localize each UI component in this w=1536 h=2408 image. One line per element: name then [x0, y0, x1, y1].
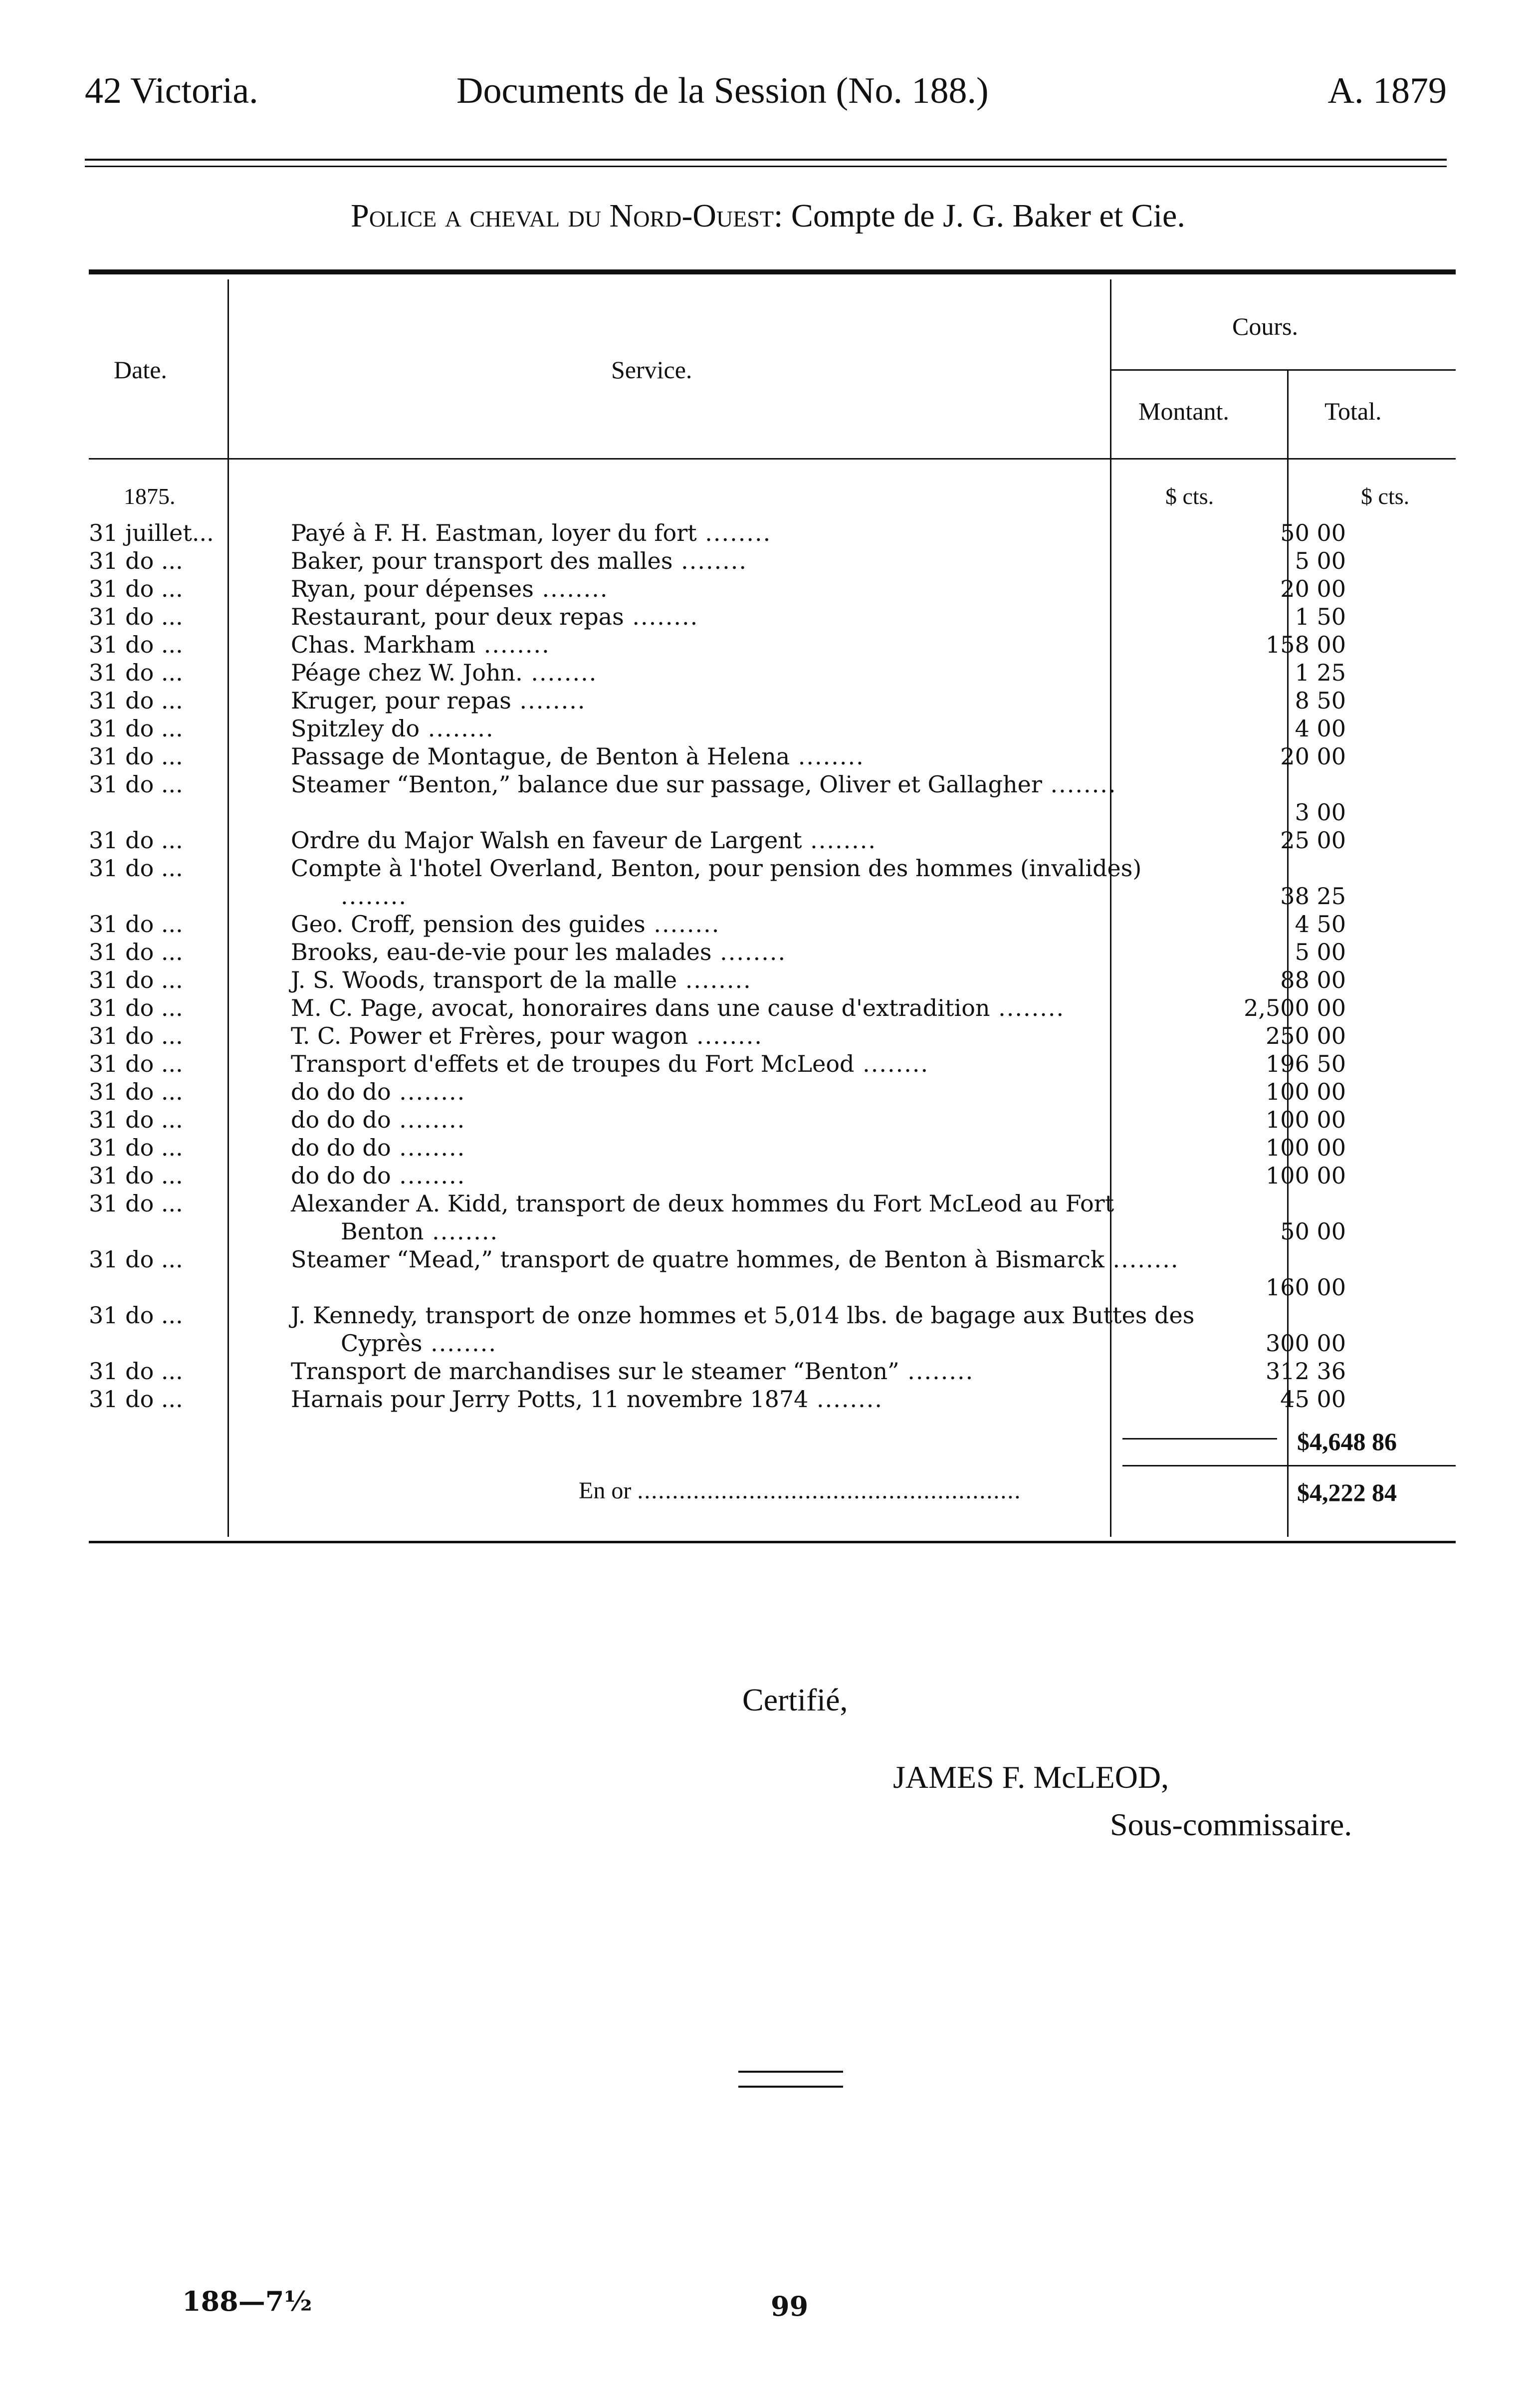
row-amount: 1 25: [1295, 659, 1346, 686]
row-service: [291, 966, 1149, 994]
leader-dots: ........: [677, 966, 752, 993]
leader-dots: ........: [391, 1078, 466, 1105]
leader-dots: ........: [391, 1106, 466, 1133]
row-amount: 196 50: [1266, 1050, 1346, 1077]
leader-dots: ........: [688, 1022, 763, 1049]
row-date: 31 do ...: [89, 1050, 183, 1077]
row-amount: 25 00: [1280, 827, 1346, 854]
row-amount: 5 00: [1295, 547, 1346, 574]
row-date: 31 do ...: [89, 827, 183, 854]
signatory-role: Sous-commissaire.: [1110, 1807, 1352, 1842]
table-bottom-rule: [89, 1541, 1456, 1543]
row-date: 31 do ...: [89, 1162, 183, 1189]
leader-dots: ........: [475, 631, 550, 658]
certified-text: Certifié,: [742, 1682, 848, 1717]
row-date: 31 do ...: [89, 939, 183, 965]
leader-dots: ........: [424, 1218, 499, 1245]
row-date: 31 do ...: [89, 575, 183, 602]
row-date: 31 do ...: [89, 771, 183, 798]
leader-dots: ........: [511, 687, 586, 714]
row-service-text: Ordre du Major Walsh en faveur de Largent: [291, 827, 802, 854]
leader-dots: ........: [624, 603, 699, 630]
gold-label-text: En or: [579, 1477, 632, 1504]
row-service-text: Ryan, pour dépenses: [291, 575, 534, 602]
row-service-text: T. C. Power et Frères, pour wagon: [291, 1022, 688, 1049]
row-date: 31 do ...: [89, 1106, 183, 1133]
row-amount: 250 00: [1266, 1022, 1346, 1049]
total-column-header: Total.: [1324, 397, 1382, 425]
service-column-header: Service.: [611, 356, 692, 384]
table-header-rule: [89, 458, 1456, 460]
separator-rule: [738, 2071, 843, 2073]
leader-dots: ........: [420, 715, 494, 742]
row-service-text: Compte à l'hotel Overland, Benton, pour pension des hommes (invalides): [291, 855, 1142, 882]
row-date: 31 do ...: [89, 659, 183, 686]
row-service: [291, 1245, 1199, 1273]
page-title: [0, 197, 1536, 235]
leader-dots: ........: [899, 1358, 974, 1385]
row-service: [291, 1022, 1149, 1050]
row-service-text: do do do: [291, 1134, 391, 1161]
row-date: 31 do ...: [89, 1022, 183, 1049]
leader-dots: ........: [1042, 771, 1117, 798]
row-date: 31 do ...: [89, 1358, 183, 1385]
row-service: [291, 1357, 1149, 1385]
row-service-text: Chas. Markham: [291, 631, 476, 658]
row-date: 31 do ...: [89, 855, 183, 882]
row-service-text: J. S. Woods, transport de la malle: [291, 966, 677, 993]
row-service-text: Passage de Montague, de Benton à Helena: [291, 743, 790, 770]
leader-dots: ........: [696, 519, 772, 546]
title-rest: : Compte de J. G. Baker et Cie.: [773, 198, 1185, 234]
signatory-name: JAMES F. McLEOD,: [893, 1759, 1169, 1795]
row-service-text: M. C. Page, avocat, honoraires dans une cause d'extradition: [291, 994, 990, 1021]
row-service-text: do do do: [291, 1162, 391, 1189]
leader-dots: ........: [522, 659, 598, 686]
row-amount: 100 00: [1266, 1106, 1346, 1133]
row-amount: 312 36: [1266, 1358, 1346, 1385]
row-service-text: do do do: [291, 1078, 391, 1105]
row-date: 31 do ...: [89, 603, 183, 630]
leader-dots: ........: [802, 827, 877, 854]
row-amount: 20 00: [1280, 743, 1346, 770]
leader-dots: ........: [645, 911, 720, 938]
total-value: $4,648 86: [1297, 1428, 1397, 1455]
row-service-text: Harnais pour Jerry Potts, 11 novembre 1874: [291, 1386, 809, 1413]
footer-signature-mark: 188—7½: [182, 2285, 312, 2317]
row-service-text: Geo. Croff, pension des guides: [291, 911, 646, 938]
row-amount: 100 00: [1266, 1162, 1346, 1189]
row-date: 31 do ...: [89, 1134, 183, 1161]
row-amount: 4 50: [1295, 911, 1346, 938]
header-rule-2: [85, 166, 1447, 167]
row-service: [291, 1050, 1149, 1078]
running-header: [85, 70, 1447, 115]
leader-dots: ........: [391, 1162, 466, 1189]
row-service: [291, 631, 1149, 659]
row-service: [291, 1078, 1149, 1106]
row-service: [291, 575, 1149, 603]
row-service: [291, 910, 1149, 938]
row-amount: 160 00: [1266, 1274, 1346, 1301]
row-service-text: Kruger, pour repas: [291, 687, 511, 714]
row-amount: 100 00: [1266, 1078, 1346, 1105]
row-amount: 300 00: [1266, 1330, 1346, 1357]
row-service: [291, 1106, 1149, 1134]
row-service: [291, 603, 1149, 631]
leader-dots: ........: [341, 883, 407, 910]
subtotal-rule: [1122, 1438, 1277, 1440]
montant-unit-label: $ cts.: [1165, 483, 1214, 509]
row-service-text: Péage chez W. John.: [291, 659, 523, 686]
row-service-text: Alexander A. Kidd, transport de deux hommes du Fort McLeod au Fort Benton: [291, 1190, 1114, 1245]
row-date: 31 do ...: [89, 911, 183, 938]
row-service-text: Payé à F. H. Eastman, loyer du fort: [291, 519, 697, 546]
row-date: 31 do ...: [89, 1246, 183, 1273]
row-date: 31 do ...: [89, 966, 183, 993]
cours-column-header: Cours.: [1232, 312, 1298, 340]
row-date: 31 do ...: [89, 1386, 183, 1413]
row-service: [291, 519, 1149, 547]
row-amount: 8 50: [1295, 687, 1346, 714]
row-amount: 2,500 00: [1244, 994, 1346, 1021]
row-amount: 50 00: [1280, 519, 1346, 546]
leader-dots: ........: [672, 547, 748, 574]
montant-column-header: Montant.: [1138, 397, 1229, 425]
row-service: [291, 687, 1149, 715]
row-service-text: Transport de marchandises sur le steamer “Benton”: [291, 1358, 899, 1385]
row-amount: 1 50: [1295, 603, 1346, 630]
total-unit-label: $ cts.: [1361, 483, 1410, 509]
header-left: 42 Victoria.: [85, 70, 258, 111]
row-date: 31 do ...: [89, 1302, 183, 1329]
leader-dots: ........: [1104, 1246, 1179, 1273]
row-date: 31 do ...: [89, 687, 183, 714]
leader-dots: ........: [533, 575, 609, 602]
leader-dots: ........: [790, 743, 865, 770]
row-service: [291, 938, 1149, 966]
row-service: [291, 1190, 1199, 1245]
header-center: Documents de la Session (No. 188.): [456, 70, 989, 111]
row-service: [291, 994, 1149, 1022]
row-amount: 38 25: [1280, 883, 1346, 910]
leader-dots: ........: [854, 1050, 929, 1077]
row-date: 31 juillet...: [89, 519, 214, 546]
header-rule: [85, 159, 1447, 161]
row-amount: 158 00: [1266, 631, 1346, 658]
row-service-text: Restaurant, pour deux repas: [291, 603, 624, 630]
row-service-text: Steamer “Mead,” transport de quatre hommes, de Benton à Bismarck: [291, 1246, 1104, 1273]
gold-label: En or .......................................................: [579, 1477, 1022, 1504]
separator-rule-2: [738, 2086, 843, 2088]
row-service-text: Steamer “Benton,” balance due sur passage, Oliver et Gallagher: [291, 771, 1042, 798]
leader-dots: ........: [990, 994, 1065, 1021]
row-amount: 5 00: [1295, 939, 1346, 965]
row-service: [291, 1385, 1149, 1413]
row-service-text: Transport d'effets et de troupes du Fort McLeod: [291, 1050, 855, 1077]
row-date: 31 do ...: [89, 547, 183, 574]
leader-dots: ........: [711, 939, 787, 965]
leader-dots: ........: [391, 1134, 466, 1161]
row-date: 31 do ...: [89, 715, 183, 742]
row-amount: 50 00: [1280, 1218, 1346, 1245]
leader-dots: ........: [808, 1386, 883, 1413]
row-service-text: J. Kennedy, transport de onze hommes et 5,014 lbs. de bagage aux Buttes des Cyprès: [291, 1302, 1195, 1357]
row-date: 31 do ...: [89, 631, 183, 658]
row-amount: 3 00: [1295, 799, 1346, 826]
row-service: [291, 770, 1199, 798]
header-right: A. 1879: [1327, 70, 1447, 111]
gold-total-value: $4,222 84: [1297, 1478, 1397, 1506]
row-amount: 45 00: [1280, 1386, 1346, 1413]
title-prefix: Police a cheval du Nord-Ouest: [351, 198, 774, 234]
row-amount: 88 00: [1280, 966, 1346, 993]
row-service: [291, 547, 1149, 575]
table-top-rule: [89, 269, 1456, 274]
row-date: 31 do ...: [89, 1078, 183, 1105]
gold-rule-top: [1122, 1465, 1456, 1466]
row-date: 31 do ...: [89, 1190, 183, 1217]
row-service: [291, 742, 1149, 770]
date-column-divider: [227, 279, 229, 1537]
row-amount: 100 00: [1266, 1134, 1346, 1161]
row-service: [291, 1134, 1149, 1162]
row-date: 31 do ...: [89, 743, 183, 770]
page-number: 99: [771, 2290, 809, 2322]
leader-dots: ........: [422, 1330, 497, 1357]
row-service-text: Spitzley do: [291, 715, 420, 742]
row-service: [291, 1301, 1199, 1357]
date-column-header: Date.: [114, 356, 167, 384]
row-amount: 4 00: [1295, 715, 1346, 742]
row-service: [291, 715, 1149, 742]
row-service: [291, 659, 1149, 687]
row-service: [291, 826, 1149, 854]
row-service-text: Baker, pour transport des malles: [291, 547, 673, 574]
cours-subheader-rule: [1110, 369, 1456, 371]
row-service-text: do do do: [291, 1106, 391, 1133]
row-service-text: Brooks, eau-de-vie pour les malades: [291, 939, 712, 965]
year-label: 1875.: [124, 483, 176, 509]
row-service: [291, 1162, 1149, 1190]
row-date: 31 do ...: [89, 994, 183, 1021]
row-service: [291, 854, 1199, 910]
row-amount: 20 00: [1280, 575, 1346, 602]
